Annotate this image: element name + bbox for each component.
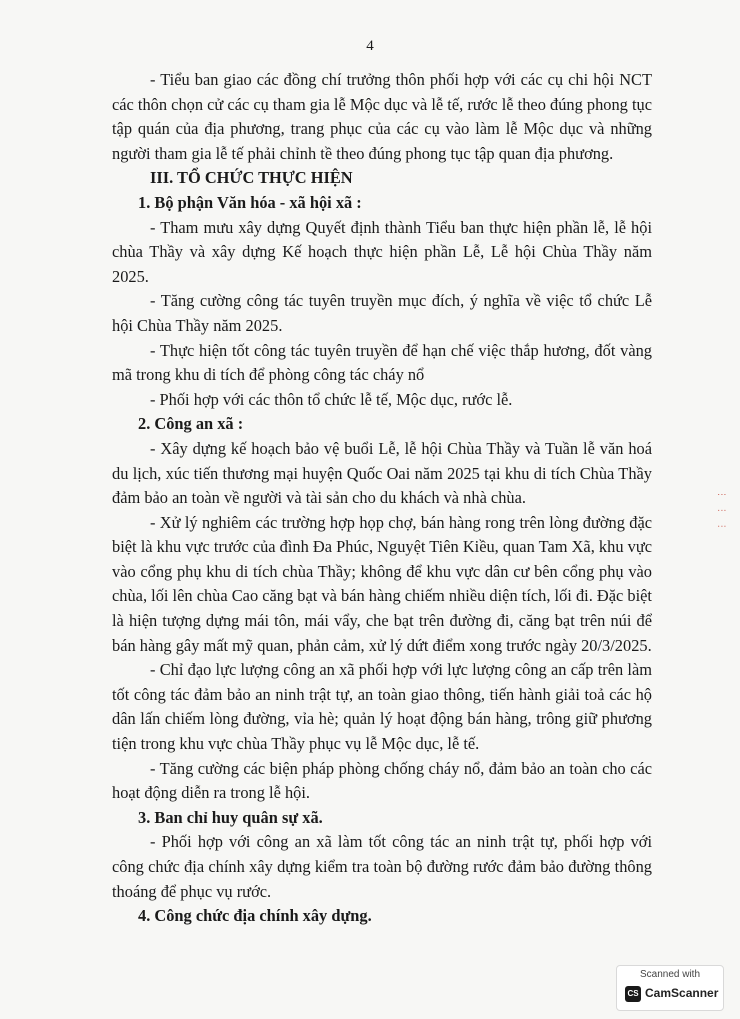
- intro-paragraph: - Tiểu ban giao các đồng chí trưởng thôn phối hợp với các cụ chi hội NCT các thôn chọn cử các cụ tham gia lễ Mộc dục và lễ tế, rước lễ theo đúng phong tục tập quán của địa phương, trang phục của các cụ vào làm lễ Mộc dục và những người tham gia lễ tế phải chỉnh tề theo đúng phong tục tập quan địa phương.: [112, 70, 652, 163]
- subsection-title-1: 1. Bộ phận Văn hóa - xã hội xã :: [138, 192, 362, 212]
- list-item: - Thực hiện tốt công tác tuyên truyền để hạn chế việc thắp hương, đốt vàng mã trong khu di tích để phòng công tác cháy nổ: [112, 340, 652, 385]
- list-item: - Tăng cường công tác tuyên truyền mục đích, ý nghĩa về việc tổ chức Lễ hội Chùa Thầy năm 2025.: [112, 291, 652, 335]
- list-item: - Xử lý nghiêm các trường hợp họp chợ, bán hàng rong trên lòng đường đặc biệt là khu vực trước của đình Đa Phúc, Nguyệt Tiên Kiều, quan Tam Xã, khu vực vào cổng phụ khu di tích chùa Thầy; không để khu vực dân cư bên cổng phụ vào chùa, lối lên chùa Cao căng bạt và bán hàng chiếm nhiều diện tích, lối đi. Đặc biệt là hiện tượng dựng mái tôn, mái vẩy, che bạt trên đường đi, căng bạt trên núi để bán hàng gây mất mỹ quan, phản cảm, xử lý dứt điểm xong trước ngày 20/3/2025.: [112, 512, 652, 655]
- list-item: - Phối hợp với công an xã làm tốt công tác an ninh trật tự, phối hợp với công chức địa chính xây dựng kiểm tra toàn bộ đường rước đảm bảo đường thông thoáng để phục vụ rước.: [112, 832, 652, 901]
- list-item: - Phối hợp với các thôn tổ chức lễ tế, Mộc dục, rước lễ.: [150, 389, 513, 409]
- list-item: - Tăng cường các biện pháp phòng chống cháy nổ, đảm bảo an toàn cho các hoạt động diễn ra trong lễ hội.: [112, 758, 652, 803]
- margin-stamp-marks: ⋮ ⋮ ⋮: [716, 490, 726, 533]
- subsection-title-2: 2. Công an xã :: [138, 414, 244, 434]
- camscanner-logo-icon: CS: [625, 986, 641, 1002]
- list-item: - Chỉ đạo lực lượng công an xã phối hợp với lực lượng công an cấp trên làm tốt công tác đảm bảo an ninh trật tự, an toàn giao thông, tiến hành giải toả các hộ dân lấn chiếm lòng đường, vỉa hè; quản lý hoạt động bán hàng, trông giữ phương tiện trong khu vực chùa Thầy phục vụ lễ Mộc dục, lễ tế.: [112, 660, 652, 754]
- list-item: - Tham mưu xây dựng Quyết định thành Tiểu ban thực hiện phần lễ, lễ hội chùa Thầy và xây dựng Kế hoạch thực hiện phần Lễ, Lễ hội Chùa Thầy năm 2025.: [112, 217, 652, 286]
- page-number: 4: [366, 38, 374, 54]
- subsection-title-3: 3. Ban chỉ huy quân sự xã.: [138, 807, 323, 827]
- document-body: [112, 68, 652, 929]
- list-item: - Xây dựng kế hoạch bảo vệ buổi Lễ, lễ hội Chùa Thầy và Tuần lễ văn hoá du lịch, xúc tiến thương mại huyện Quốc Oai năm 2025 tại khu di tích Chùa Thầy đảm bảo an toàn về người và tài sản cho du khách và nhà chùa.: [112, 438, 652, 508]
- scanned-with-label: Scanned with: [639, 969, 701, 980]
- camscanner-badge: [616, 965, 724, 1011]
- subsection-title-4: 4. Công chức địa chính xây dựng.: [138, 906, 372, 926]
- camscanner-name: CamScanner: [645, 986, 719, 1000]
- section-title: III. TỔ CHỨC THỰC HIỆN: [150, 168, 353, 188]
